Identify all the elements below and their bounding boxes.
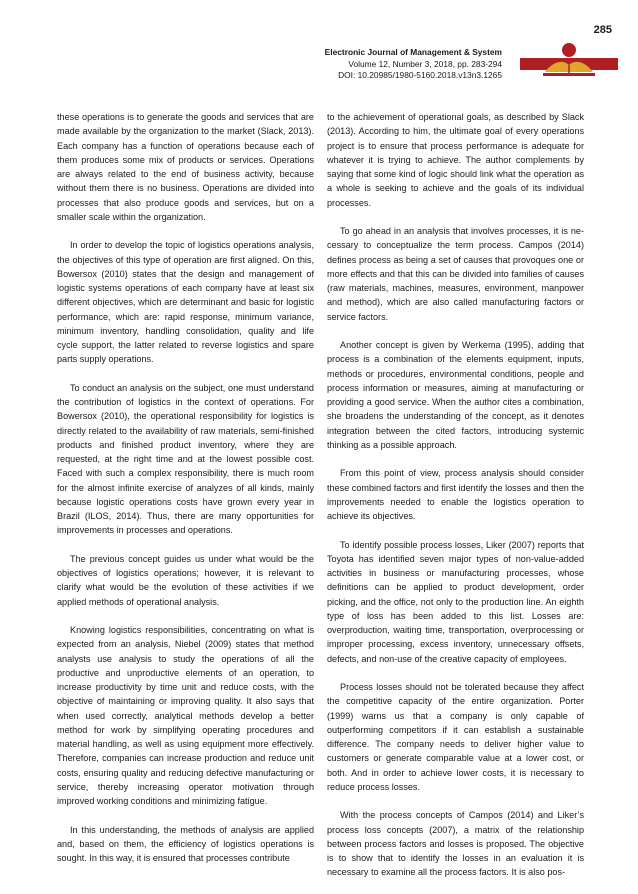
journal-header bbox=[242, 47, 502, 82]
paragraph: In this understanding, the methods of analysis are applied and, based on them, the efficiency of logistics operations is sought. In this way, it is ensured that processes contribute bbox=[57, 824, 314, 863]
paragraph: these operations is to generate the goods and services that are made available by the organization to the market (Slack, 2013). Each company has a function of operations because each of them produces some mix of products or services. Operations are always related to the end of business activity, because without them there is no business. Operations are divided into processes that also produce goods and services, but on a smaller scale within the organization. bbox=[57, 112, 314, 222]
logo-emblem bbox=[562, 43, 576, 57]
paragraph: Process losses should not be tolerated because they affect the competitive capacity of the entire organization. Porter (1999) warns us that a company is only capable of outperforming competitors if it can establish a sustainable difference. The company needs to deliver higher value to customers or generate comparable value at a lower cost, or both. And in order to achieve lower costs, it is necessary to reduce process losses. bbox=[327, 682, 584, 792]
paragraph: Another concept is given by Werkema (1995), adding that process is a combination of the elements equipment, inputs, methods or procedures, environmental conditions, people and process information or measures, aiming at manufacturing or providing a good service. When the author cites a combination, she broadens the understanding of the concept, as it denotes integration between the cited factors, introducing systemic thinking as a possible approach. bbox=[327, 340, 584, 450]
paragraph: In order to develop the topic of logistics operations analysis, the objectives of this type of operation are first aligned. On this, Bowersox (2010) states that the design and management of logistic systems operations of each company have at least six different objectives, which are determinant and basic for logistic performance, which are: rapid response, minimum variance, minimum inventory, handling consolidation, quality and life cycle support, the latter related to reverse logistics and spare parts supply operations. bbox=[57, 240, 314, 365]
journal-title: Electronic Journal of Management & System bbox=[324, 47, 502, 57]
paragraph: The previous concept guides us under what would be the objectives of logistics operations; however, it is relevant to clarify what would be the evolution of these activities if we applied methods of operational analysis. bbox=[57, 553, 314, 607]
paragraph: From this point of view, process analysis should consider these combined factors and first identify the losses and then the improvements needed to enable the logistics operation to achieve its objectives. bbox=[327, 468, 584, 521]
paragraph: To identify possible process losses, Liker (2007) reports that Toyota has identified seven major types of non-value-added activities in business or manufacturing processes, whose definitions can be applied to product development, order picking, and the office, not only to the production line. An eighth type of loss has been added to this list. Losses are: overproduction, waiting time, transportation, overprocessing or improper processing, excess inventory, unnecessary offsets, defects, and non-use of the creative capacity of employees. bbox=[327, 539, 584, 664]
right-column bbox=[327, 110, 584, 894]
volume-info: Volume 12, Number 3, 2018, pp. 283-294 bbox=[348, 58, 502, 69]
doi: DOI: 10.20985/1980-5160.2018.v13n3.1265 bbox=[338, 70, 502, 80]
paragraph: Knowing logistics responsibilities, concentrating on what is expected from an analysis, Niebel (2009) states that method analysts use analysis to study the operations of all the productive and unproductive elements of an operation, to increase productivity by time unit and reduce costs, with the objective of maintaining or improving quality. It also says that when used correctly, analytical methods develop a better method for work by simplifying operating procedures and material handling, as well as using equipment more effectively. Therefore, companies can increase production and reduce unit costs, ensuring quality and reducing defective manufacturing or service, thereby increasing operator motivation through improved working conditions and minimizing fatigue. bbox=[57, 625, 314, 806]
page-number: 285 bbox=[593, 24, 612, 36]
paragraph: to the achievement of operational goals, as described by Slack (2013). According to him, the ultimate goal of every operations project is to ensure that process performance is adequate for whatever it is trying to achieve. The author complements by saying that some kind of logic should link what the operation as a whole is seeking to achieve and the goals of its individual processes. bbox=[327, 112, 584, 208]
left-column bbox=[57, 110, 314, 880]
paragraph: To conduct an analysis on the subject, one must understand the contribution of logistics in the context of operations. For Bowersox (2010), the operational responsibility for logistics is directly related to the availability of raw materials, semi-finished products and finished product inventory, where they are requested, at the right time and at the lowest possible cost. Faced with such a complex responsibility, there is much room for the almost infinite exercise of analyzes of all kinds, mainly because logistic operations costs have grown every year in Brazil (ILOS, 2014). Thus, there are many opportunities for improvements in processes and operations. bbox=[57, 382, 314, 536]
journal-logo bbox=[520, 40, 618, 86]
logo-book-base bbox=[543, 73, 595, 76]
paragraph: With the process concepts of Campos (2014) and Liker’s process loss concepts (2007), a matrix of the relationship between process factors and losses is proposed. The objective is to show that to identify the losses in an evaluation it is necessary to examine all the process factors. It is also pos- bbox=[327, 810, 584, 878]
paragraph: To go ahead in an analysis that involves processes, it is necessary to conceptualize the term process. Campos (2014) defines process as being a set of causes that provoques one or more effects and that this can be divided into families of causes (raw materials, machines, measures, environment, manpower and method), which are also called manufacturing factors or service factors. bbox=[327, 226, 584, 322]
